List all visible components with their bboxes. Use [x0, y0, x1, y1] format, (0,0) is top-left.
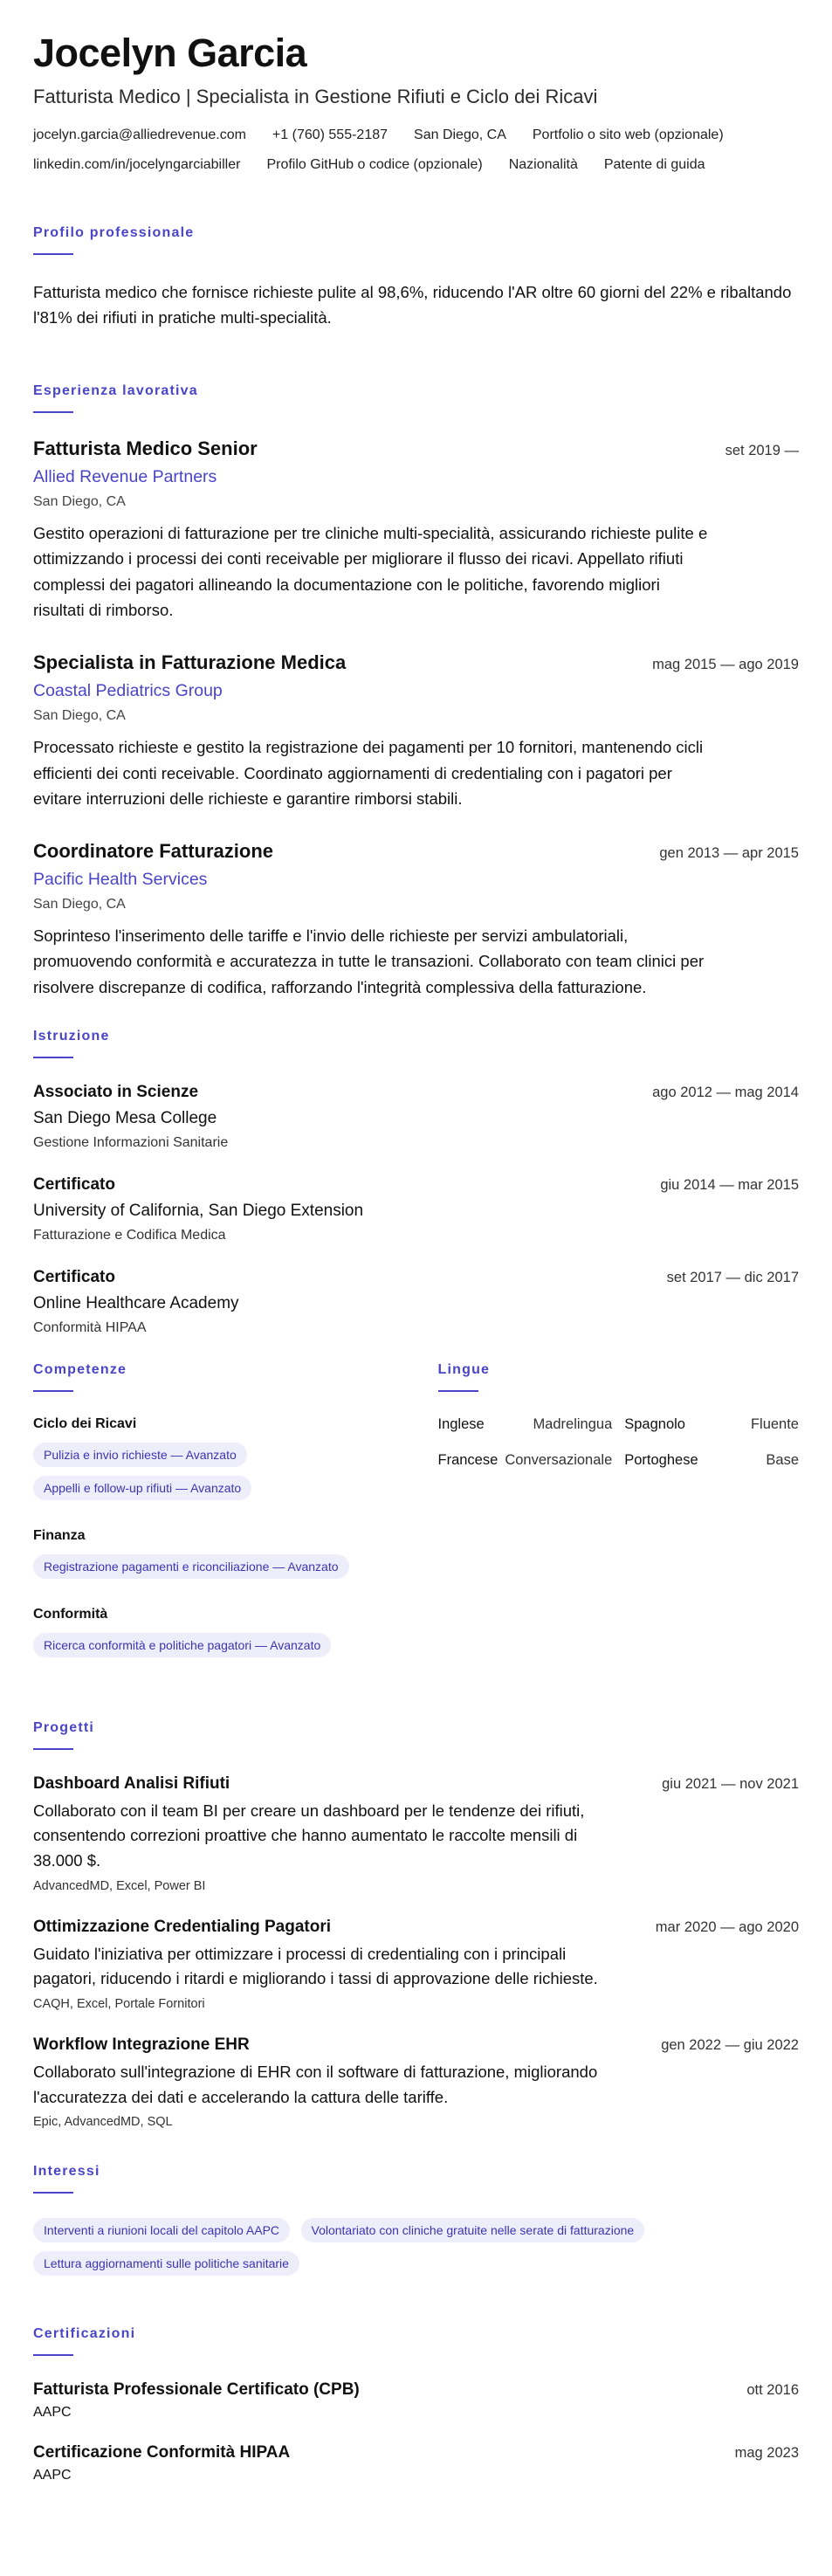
contact-github[interactable]: Profilo GitHub o codice (opzionale) — [266, 156, 483, 172]
interest-pill: Lettura aggiornamenti sulle politiche sanitarie — [33, 2251, 299, 2276]
certification-date: mag 2023 — [734, 2445, 799, 2462]
contact-nationality: Nazionalità — [508, 156, 578, 172]
project-entry — [33, 1918, 799, 2011]
contact-email[interactable]: jocelyn.garcia@alliedrevenue.com — [33, 127, 246, 142]
job-entry — [33, 651, 799, 812]
certifications-section — [33, 2326, 799, 2483]
job-company: Allied Revenue Partners — [33, 466, 217, 486]
education-dates: set 2017 — dic 2017 — [666, 1269, 799, 1285]
education-field: Gestione Informazioni Sanitarie — [33, 1134, 229, 1150]
interest-pill: Volontariato con cliniche gratuite nelle serate di fatturazione — [301, 2218, 645, 2242]
project-title: Workflow Integrazione EHR — [33, 2035, 250, 2054]
certification-entry — [33, 2443, 799, 2483]
profile-summary: Fatturista medico che fornisce richieste pulite al 98,6%, riducendo l'AR oltre 60 giorni del 22% e ribaltando l'81% dei rifiuti in pratiche multi-specialità. — [33, 282, 792, 327]
section-title: Competenze — [33, 1361, 127, 1377]
job-company: Pacific Health Services — [33, 869, 208, 889]
section-title: Profilo professionale — [33, 224, 195, 240]
candidate-name: Jocelyn Garcia — [33, 31, 307, 75]
education-entry — [33, 1083, 799, 1151]
project-tools: Epic, AdvancedMD, SQL — [33, 2115, 173, 2130]
project-dates: gen 2022 — giu 2022 — [661, 2036, 799, 2053]
contact-row-1 — [33, 127, 799, 143]
projects-section — [33, 1720, 799, 2130]
job-description: Soprinteso l'inserimento delle tariffe e l'invio delle richieste per servizi ambulatoriali, promuovendo conformità e accuratezza in tutte le transazioni. Collaborato con team clinici per risolvere discrepanze di codifica, rafforzando l'integrità complessiva della fatturazione. — [33, 926, 705, 997]
education-field: Fatturazione e Codifica Medica — [33, 1227, 226, 1243]
job-dates: mag 2015 — ago 2019 — [652, 657, 799, 673]
skill-pill: Ricerca conformità e politiche pagatori — Avanzato — [33, 1633, 331, 1657]
section-title: Esperienza lavorativa — [33, 382, 198, 398]
interest-list — [33, 2218, 799, 2284]
skill-group — [33, 1528, 395, 1588]
education-dates: ago 2012 — mag 2014 — [652, 1084, 799, 1100]
education-school: San Diego Mesa College — [33, 1108, 217, 1127]
education-field: Conformità HIPAA — [33, 1319, 147, 1335]
language-name: Francese — [437, 1451, 499, 1468]
language-item — [438, 1452, 613, 1469]
section-title: Istruzione — [33, 1028, 110, 1043]
language-level: Base — [766, 1451, 799, 1468]
skill-category: Conformità — [33, 1606, 108, 1622]
certification-date: ott 2016 — [746, 2382, 799, 2399]
job-entry — [33, 437, 799, 623]
language-list — [438, 1416, 800, 1469]
project-title: Dashboard Analisi Rifiuti — [33, 1774, 230, 1793]
skills-languages-row — [33, 1362, 799, 1685]
project-title: Ottimizzazione Credentialing Pagatori — [33, 1917, 331, 1936]
project-tools: CAQH, Excel, Portale Fornitori — [33, 1996, 205, 2011]
job-dates: gen 2013 — apr 2015 — [659, 844, 799, 861]
education-entry — [33, 1175, 799, 1243]
language-level: Fluente — [750, 1415, 799, 1432]
language-item — [624, 1452, 799, 1469]
skills-section — [33, 1362, 395, 1685]
experience-section — [33, 383, 799, 1001]
contact-row-2 — [33, 157, 799, 173]
language-name: Spagnolo — [624, 1415, 685, 1432]
certification-entry — [33, 2380, 799, 2421]
certification-title: Certificazione Conformità HIPAA — [33, 2443, 291, 2462]
job-location: San Diego, CA — [33, 896, 126, 912]
skill-pill: Pulizia e invio richieste — Avanzato — [33, 1443, 247, 1467]
education-school: Online Healthcare Academy — [33, 1293, 239, 1312]
project-description: Collaborato con il team BI per creare un dashboard per le tendenze dei rifiuti, consentendo correzioni proattive che hanno aumentato le raccolte mensili di 38.000 $. — [33, 1801, 585, 1870]
job-title: Fatturista Medico Senior — [33, 437, 258, 459]
interest-pill: Interventi a riunioni locali del capitolo AAPC — [33, 2218, 290, 2242]
skill-category: Finanza — [33, 1527, 86, 1543]
job-location: San Diego, CA — [33, 493, 126, 509]
project-dates: giu 2021 — nov 2021 — [662, 1775, 799, 1792]
section-divider — [438, 1390, 478, 1392]
education-dates: giu 2014 — mar 2015 — [660, 1176, 799, 1193]
education-entry — [33, 1268, 799, 1336]
contact-location: San Diego, CA — [414, 127, 506, 142]
language-name: Portoghese — [624, 1451, 698, 1468]
skill-group — [33, 1416, 395, 1509]
education-degree: Associato in Scienze — [33, 1082, 199, 1101]
job-entry — [33, 840, 799, 1001]
headline: Fatturista Medico | Specialista in Gestione Rifiuti e Ciclo dei Ricavi — [33, 85, 598, 107]
project-tools: AdvancedMD, Excel, Power BI — [33, 1878, 206, 1893]
section-divider — [33, 411, 73, 413]
project-entry — [33, 2035, 799, 2129]
language-item — [624, 1416, 799, 1433]
job-company: Coastal Pediatrics Group — [33, 681, 223, 701]
job-dates: set 2019 — — [725, 442, 799, 458]
profile-section — [33, 225, 799, 331]
skill-pill: Registrazione pagamenti e riconciliazione — Avanzato — [33, 1554, 349, 1579]
section-divider — [33, 253, 73, 255]
language-name: Inglese — [437, 1415, 485, 1432]
language-item — [438, 1416, 613, 1433]
certification-issuer: AAPC — [33, 2468, 72, 2483]
project-description: Guidato l'iniziativa per ottimizzare i processi di credentialing con i principali pagatori, riducendo i ritardi e migliorando i tassi di approvazione delle richieste. — [33, 1944, 598, 1988]
project-dates: mar 2020 — ago 2020 — [655, 1918, 799, 1935]
section-title: Lingue — [437, 1361, 491, 1377]
project-entry — [33, 1774, 799, 1893]
job-location: San Diego, CA — [33, 708, 126, 724]
section-title: Progetti — [33, 1719, 95, 1735]
contact-phone[interactable]: +1 (760) 555-2187 — [272, 127, 388, 142]
section-divider — [33, 1057, 73, 1058]
contact-driving-license: Patente di guida — [603, 156, 705, 172]
skill-pill: Appelli e follow-up rifiuti — Avanzato — [33, 1476, 251, 1500]
skill-group — [33, 1607, 395, 1666]
section-title: Certificazioni — [33, 2326, 136, 2342]
job-title: Specialista in Fatturazione Medica — [33, 651, 347, 674]
section-divider — [33, 1748, 73, 1750]
education-degree: Certificato — [33, 1267, 115, 1286]
section-divider — [33, 2192, 73, 2194]
section-divider — [33, 1390, 73, 1392]
language-level: Conversazionale — [505, 1451, 613, 1468]
education-school: University of California, San Diego Extension — [33, 1201, 364, 1220]
job-title: Coordinatore Fatturazione — [33, 839, 274, 862]
project-description: Collaborato sull'integrazione di EHR con il software di fatturazione, migliorando l'accuratezza dei dati e accelerando la cattura delle tariffe. — [33, 2062, 598, 2106]
certification-issuer: AAPC — [33, 2405, 72, 2421]
education-section — [33, 1029, 799, 1336]
interests-section — [33, 2164, 799, 2284]
job-description: Processato richieste e gestito la registrazione dei pagamenti per 10 fornitori, mantenendo cicli efficienti dei conti receivable. Coordinato aggiornamenti di credentialing con i pagatori per evitare interruzioni delle richieste e garantire rimborsi stabili. — [33, 738, 704, 809]
skill-category: Ciclo dei Ricavi — [33, 1415, 137, 1431]
contact-linkedin[interactable]: linkedin.com/in/jocelyngarciabiller — [33, 156, 241, 172]
language-level: Madrelingua — [533, 1415, 613, 1432]
languages-section — [438, 1362, 800, 1685]
section-divider — [33, 2354, 73, 2356]
contact-portfolio[interactable]: Portfolio o sito web (opzionale) — [532, 127, 724, 142]
resume-header — [33, 31, 799, 173]
education-degree: Certificato — [33, 1174, 115, 1194]
job-description: Gestito operazioni di fatturazione per tre cliniche multi-specialità, assicurando richieste pulite e ottimizzando i processi dei conti receivable per migliorare il flusso dei ricavi. Appellato rifiuti complessi dei pagatori allineando la documentazione con le politiche, favorendo migliori risultati di rimborso. — [33, 523, 708, 620]
certification-title: Fatturista Professionale Certificato (CPB) — [33, 2380, 360, 2400]
section-title: Interessi — [33, 2164, 100, 2180]
